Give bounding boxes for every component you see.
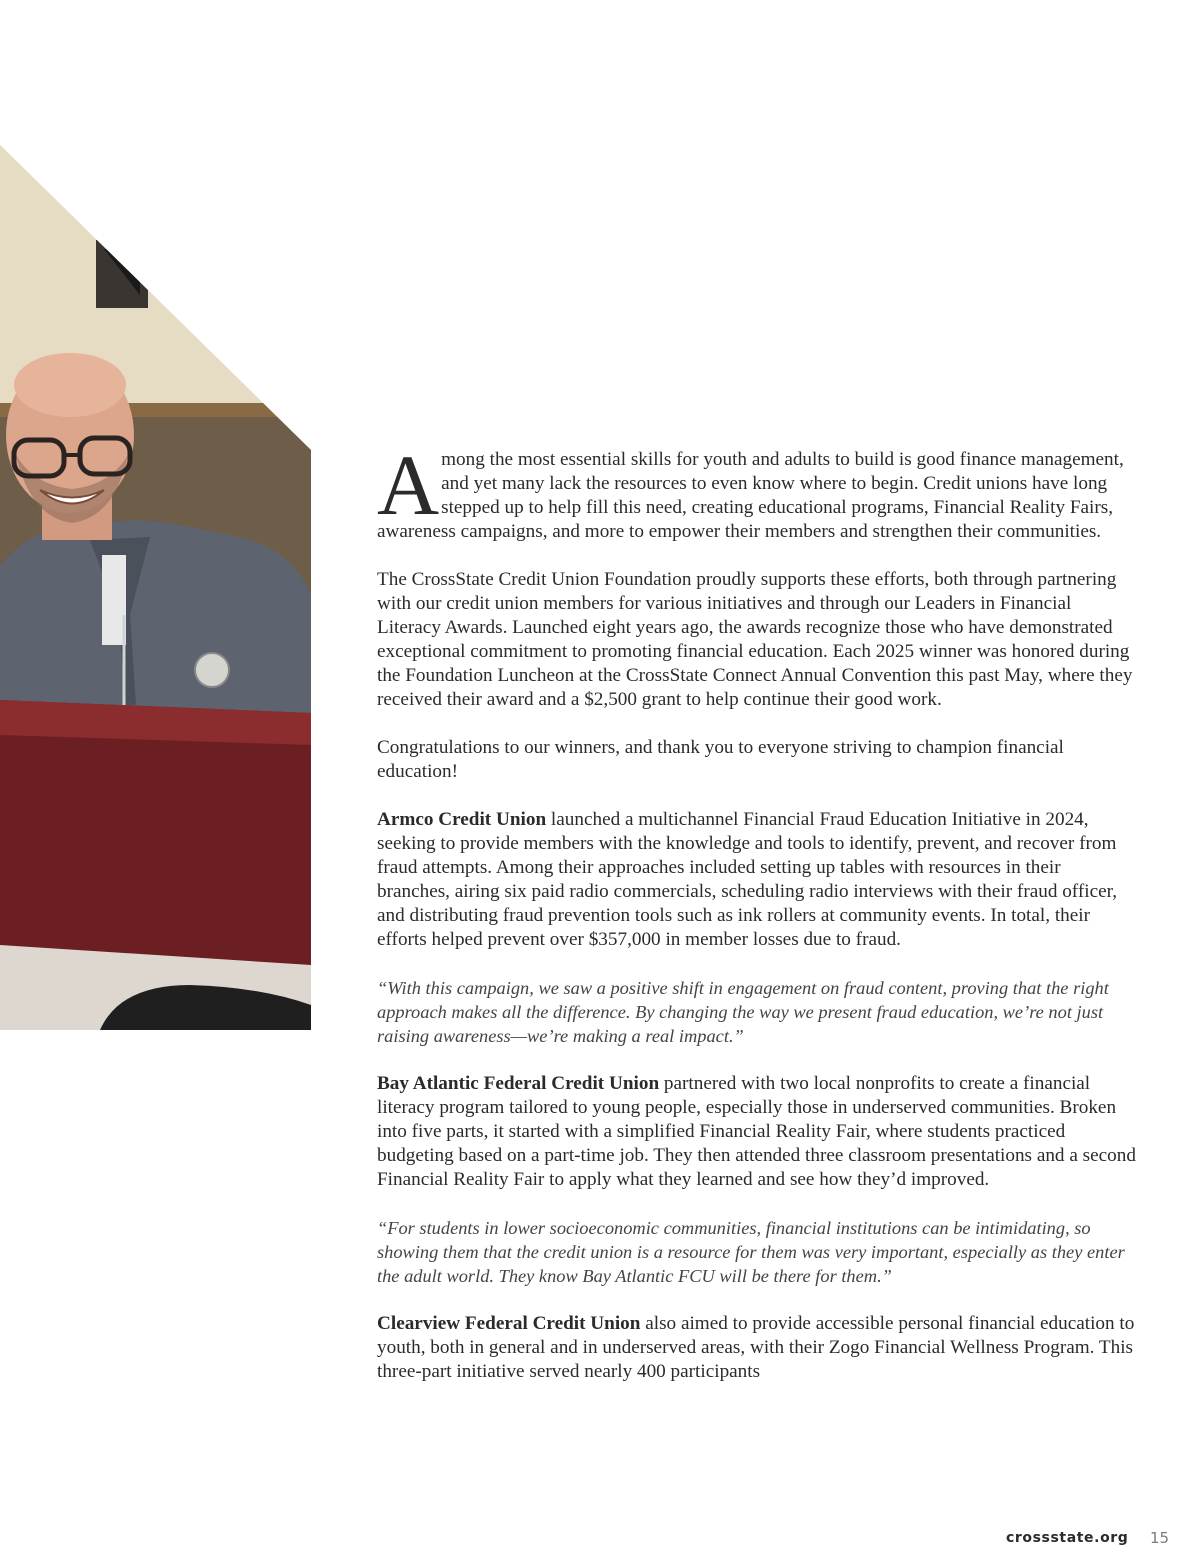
jacket-logo [195,653,229,687]
winner-quote: “For students in lower socioeconomic communities, financial institutions can be intimidating, so showing them that the credit union is a resource for them was very important, especially as they enter the adult world. They know Bay Atlantic FCU will be there for them.” [377,1218,1125,1286]
wall-frame [96,240,148,308]
page-number: 15 [1150,1529,1170,1547]
winner-description: launched a multichannel Financial Fraud Education Initiative in 2024, seeking to provide members with the knowledge and tools to identify, prevent, and recover from fraud attempts. Among their approaches included setting up tables with resources in their branches, airing six paid radio commercials, scheduling radio interviews with their fraud officer, and distributing fraud prevention tools such as ink rollers at community events. In total, their efforts helped prevent over $357,000 in member losses due to fraud. [377,809,1118,950]
scalp-highlight [14,353,126,417]
winner-clearview [377,1312,1137,1384]
intro-paragraph [377,437,1137,544]
winner-description: partnered with two local nonprofits to create a financial literacy program tailored to young people, especially those in underserved communities. Broken into five parts, it started with a simplified Financial Reality Fair, where students practiced budgeting based on a part-time job. They then attended three classroom presentations and a second Financial Reality Fair to apply what they learned and see how they’d improved. [377,1073,1136,1190]
winner-description: also aimed to provide accessible personal financial education to youth, both in general and in underserved areas, with their Zogo Financial Wellness Program. This three-part initiative served nearly 400 participants [377,1313,1135,1382]
winner-name: Clearview Federal Credit Union [377,1313,641,1334]
winner-name: Bay Atlantic Federal Credit Union [377,1073,660,1094]
foundation-paragraph: The CrossState Credit Union Foundation proudly supports these efforts, both through partnering with our credit union members for various initiatives and through our Leaders in Financial Literacy Awards. Launched eight years ago, the awards recognize those who have demonstrated exceptional commitment to promoting financial education. Each 2025 winner was honored during the Foundation Luncheon at the CrossState Connect Annual Convention this past May, where they received their award and a $2,500 grant to help continue their good work. [377,569,1133,710]
article-body [377,437,1137,1408]
intro-text: mong the most essential skills for youth and adults to build is good finance management, and yet many lack the resources to even know where to begin. Credit unions have long stepped up to help fill this need, creating educational programs, Financial Reality Fairs, awareness campaigns, and more to empower their members and strengthen their communities. [377,449,1124,542]
winner-bay-atlantic [377,1072,1137,1192]
winner-name: Armco Credit Union [377,809,547,830]
winner-quote: “With this campaign, we saw a positive shift in engagement on fraud content, proving that the right approach makes all the difference. By changing the way we present fraud education, we’re not just raising awareness—we’re making a real impact.” [377,978,1109,1046]
winner-photo [0,145,311,1030]
drop-cap: A [377,437,440,533]
photo-illustration [0,145,311,1030]
undershirt [102,555,126,645]
winner-armco [377,808,1137,952]
footer-website[interactable]: crossstate.org [1006,1530,1129,1546]
congrats-paragraph: Congratulations to our winners, and thank you to everyone striving to champion financial education! [377,737,1064,782]
